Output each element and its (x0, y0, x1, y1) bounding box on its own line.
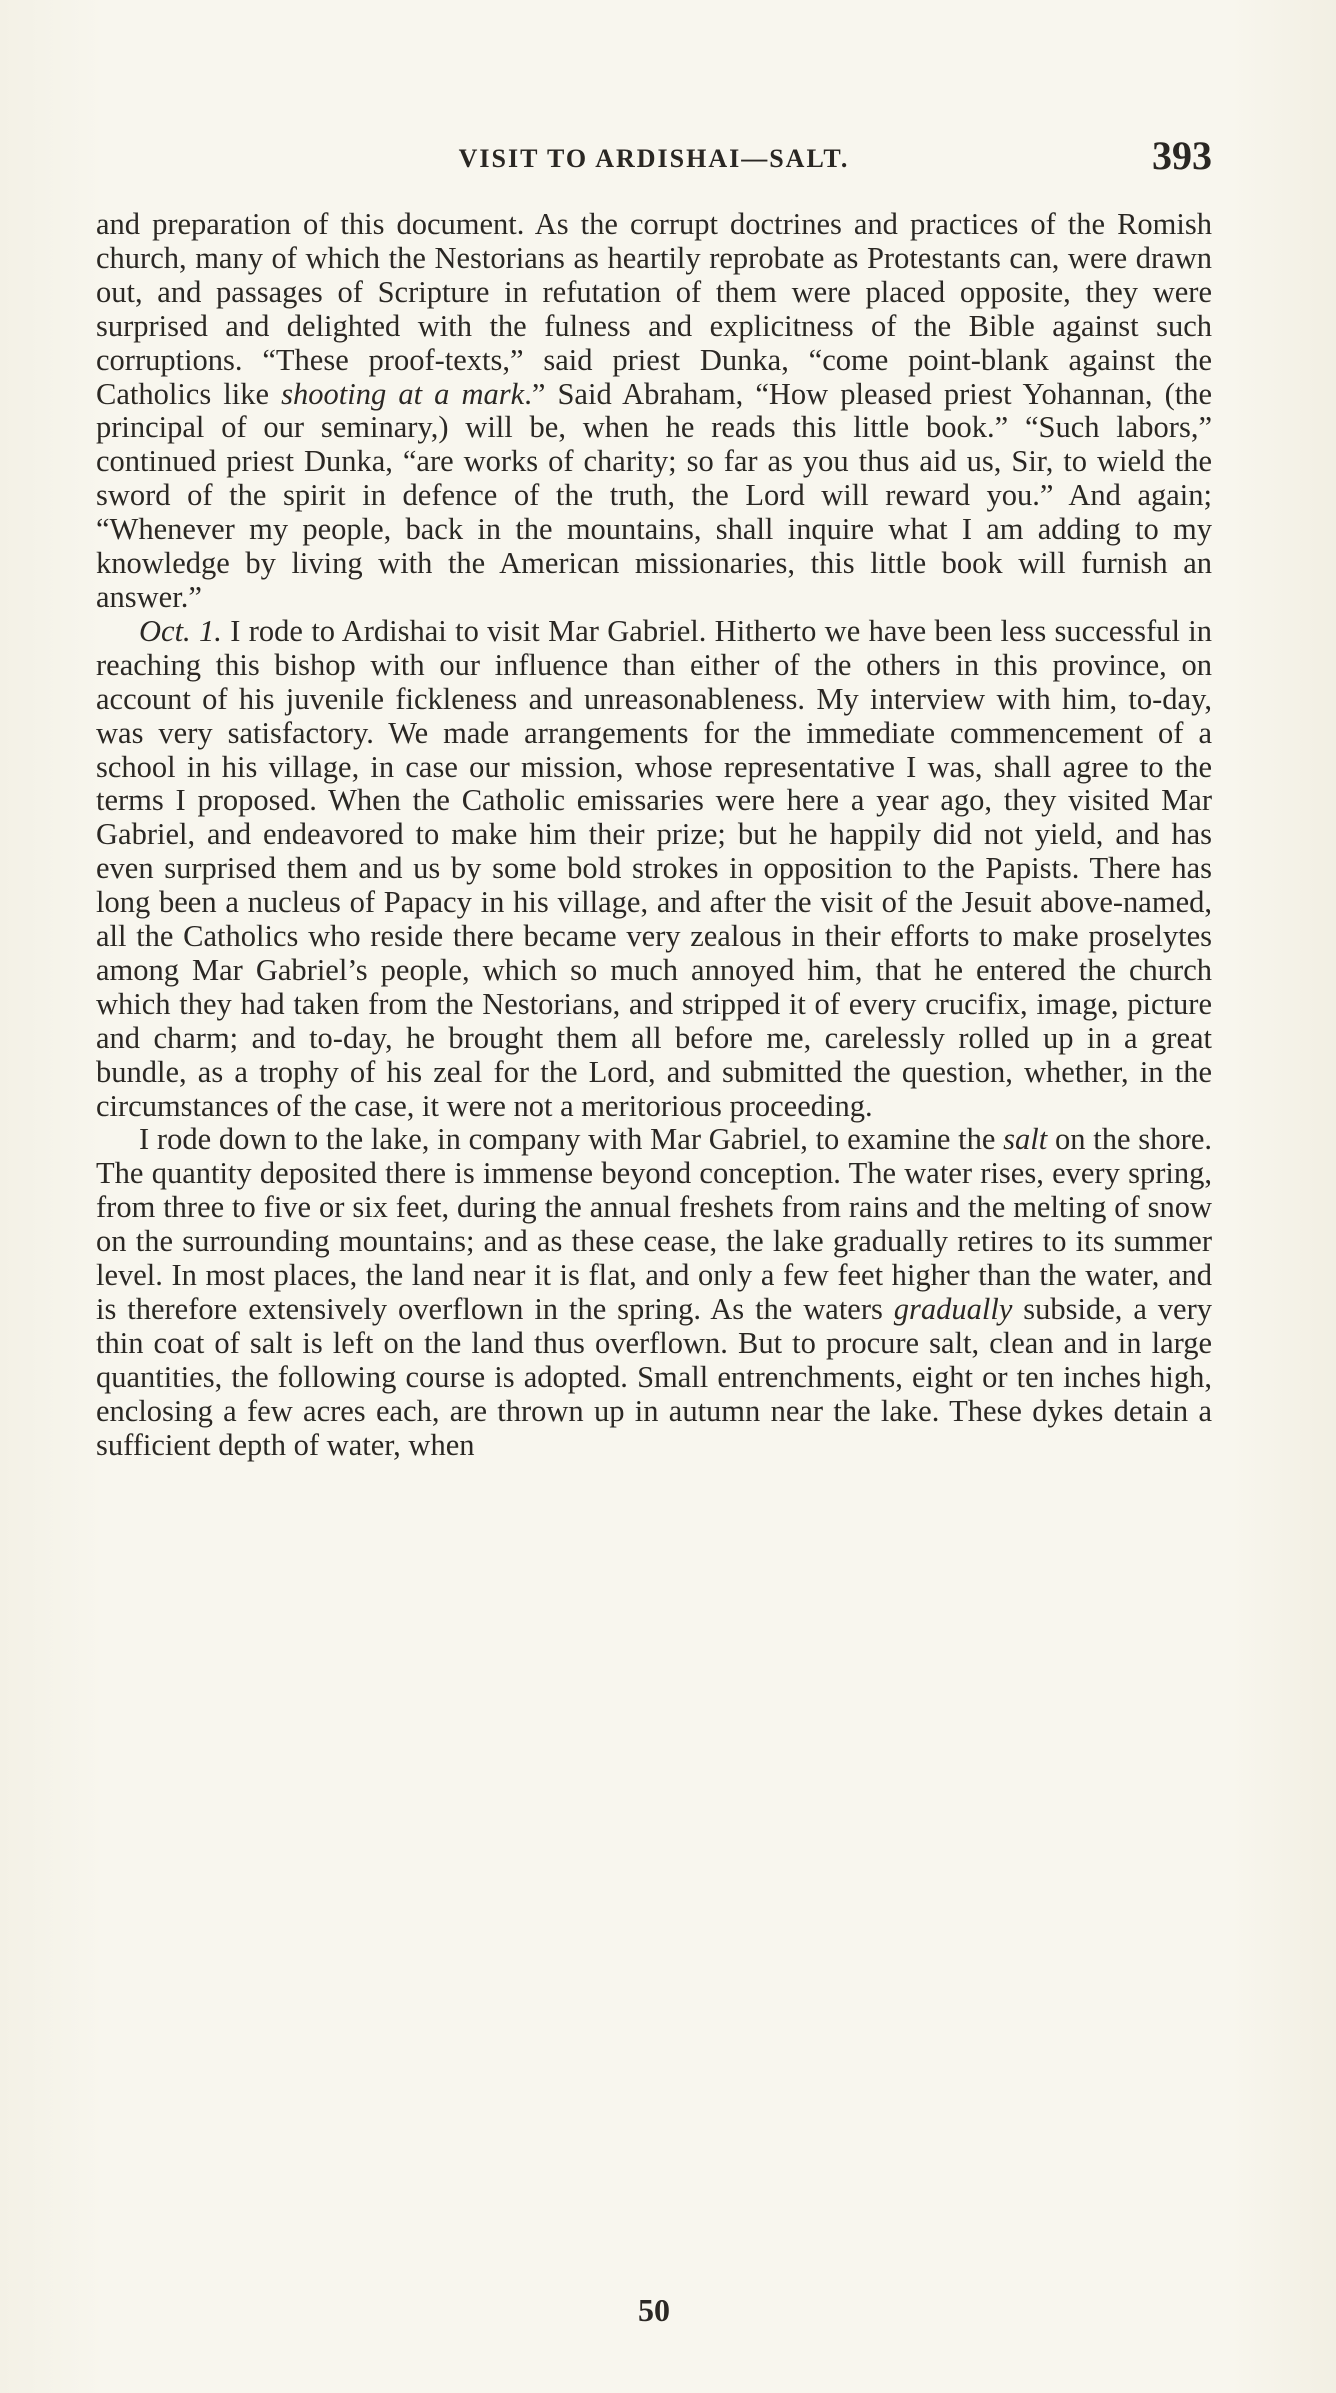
text-run: .” Said Abraham, “How pleased priest Yohannan, (the principal of our seminary,) will be, when he reads this little book.” “Such labors,” continued priest Dunka, “are works of charity; so far as you thus aid us, Sir, to wield the sword of the spirit in defence of the truth, the Lord will reward you.” And again; “Whenever my people, back in the mountains, shall inquire what I am adding to my knowledge by living with the American missionaries, this little book will furnish an answer.” (96, 376, 1212, 614)
page-header (96, 132, 1212, 184)
italic-text: salt (1003, 1122, 1048, 1157)
italic-text: shooting at a mark (281, 376, 525, 411)
text-run: I rode down to the lake, in company with Mar Gabriel, to examine the (139, 1122, 1004, 1157)
page-number: 393 (1152, 133, 1212, 178)
paragraph-p1 (96, 208, 1212, 615)
paragraph-p2 (96, 615, 1212, 1124)
running-head: VISIT TO ARDISHAI—SALT. (458, 144, 850, 173)
text-run: I rode to Ardishai to visit Mar Gabriel. Hitherto we have been less successful in reaching this bishop with our influence than either of the others in this province, on account of his juvenile fickleness and unreasonableness. My interview with him, to-day, was very satisfactory. We made arrangements for the immediate commencement of a school in his village, in case our mission, whose representative I was, shall agree to the terms I proposed. When the Catholic emissaries were here a year ago, they visited Mar Gabriel, and endeavored to make him their prize; but he happily did not yield, and has even surprised them and us by some bold strokes in opposition to the Papists. There has long been a nucleus of Papacy in his village, and after the visit of the Jesuit above-named, all the Catholics who reside there became very zealous in their efforts to make proselytes among Mar Gabriel’s people, which so much annoyed him, that he entered the church which they had taken from the Nestorians, and stripped it of every crucifix, image, picture and charm; and to-day, he brought them all before me, carelessly rolled up in a great bundle, as a trophy of his zeal for the Lord, and submitted the question, whether, in the circumstances of the case, it were not a meritorious proceeding. (96, 613, 1212, 1123)
text-run: subside, a very thin coat of salt is left on the land thus overflown. But to procure salt, clean and in large quantities, the following course is adopted. Small entrenchments, eight or ten inches high, enclosing a few acres each, are thrown up in autumn near the lake. These dykes detain a sufficient depth of water, when (96, 1292, 1213, 1462)
paragraph-p3 (96, 1123, 1212, 1462)
body-text (96, 208, 1212, 1463)
text-run: and preparation of this document. As the corrupt doctrines and practices of the Romish church, many of which the Nestorians as heartily reprobate as Protestants can, were drawn out, and passages of Scripture in refutation of them were placed opposite, they were surprised and delighted with the fulness and explicitness of the Bible against such corruptions. “These proof-texts,” said priest Dunka, “come point-blank against the Catholics like (96, 207, 1212, 411)
italic-text: Oct. 1. (139, 613, 222, 648)
italic-text: gradually (893, 1292, 1013, 1326)
text-run: on the shore. The quantity deposited there is immense beyond conception. The water rises, every spring, from three to five or six feet, during the annual freshets from rains and the melting of snow on the surrounding mountains; and as these cease, the lake gradually retires to its summer level. In most places, the land near it is flat, and only a few feet higher than the water, and is therefore extensively overflown in the spring. As the waters (96, 1122, 1212, 1326)
signature-mark: 50 (638, 2292, 670, 2328)
